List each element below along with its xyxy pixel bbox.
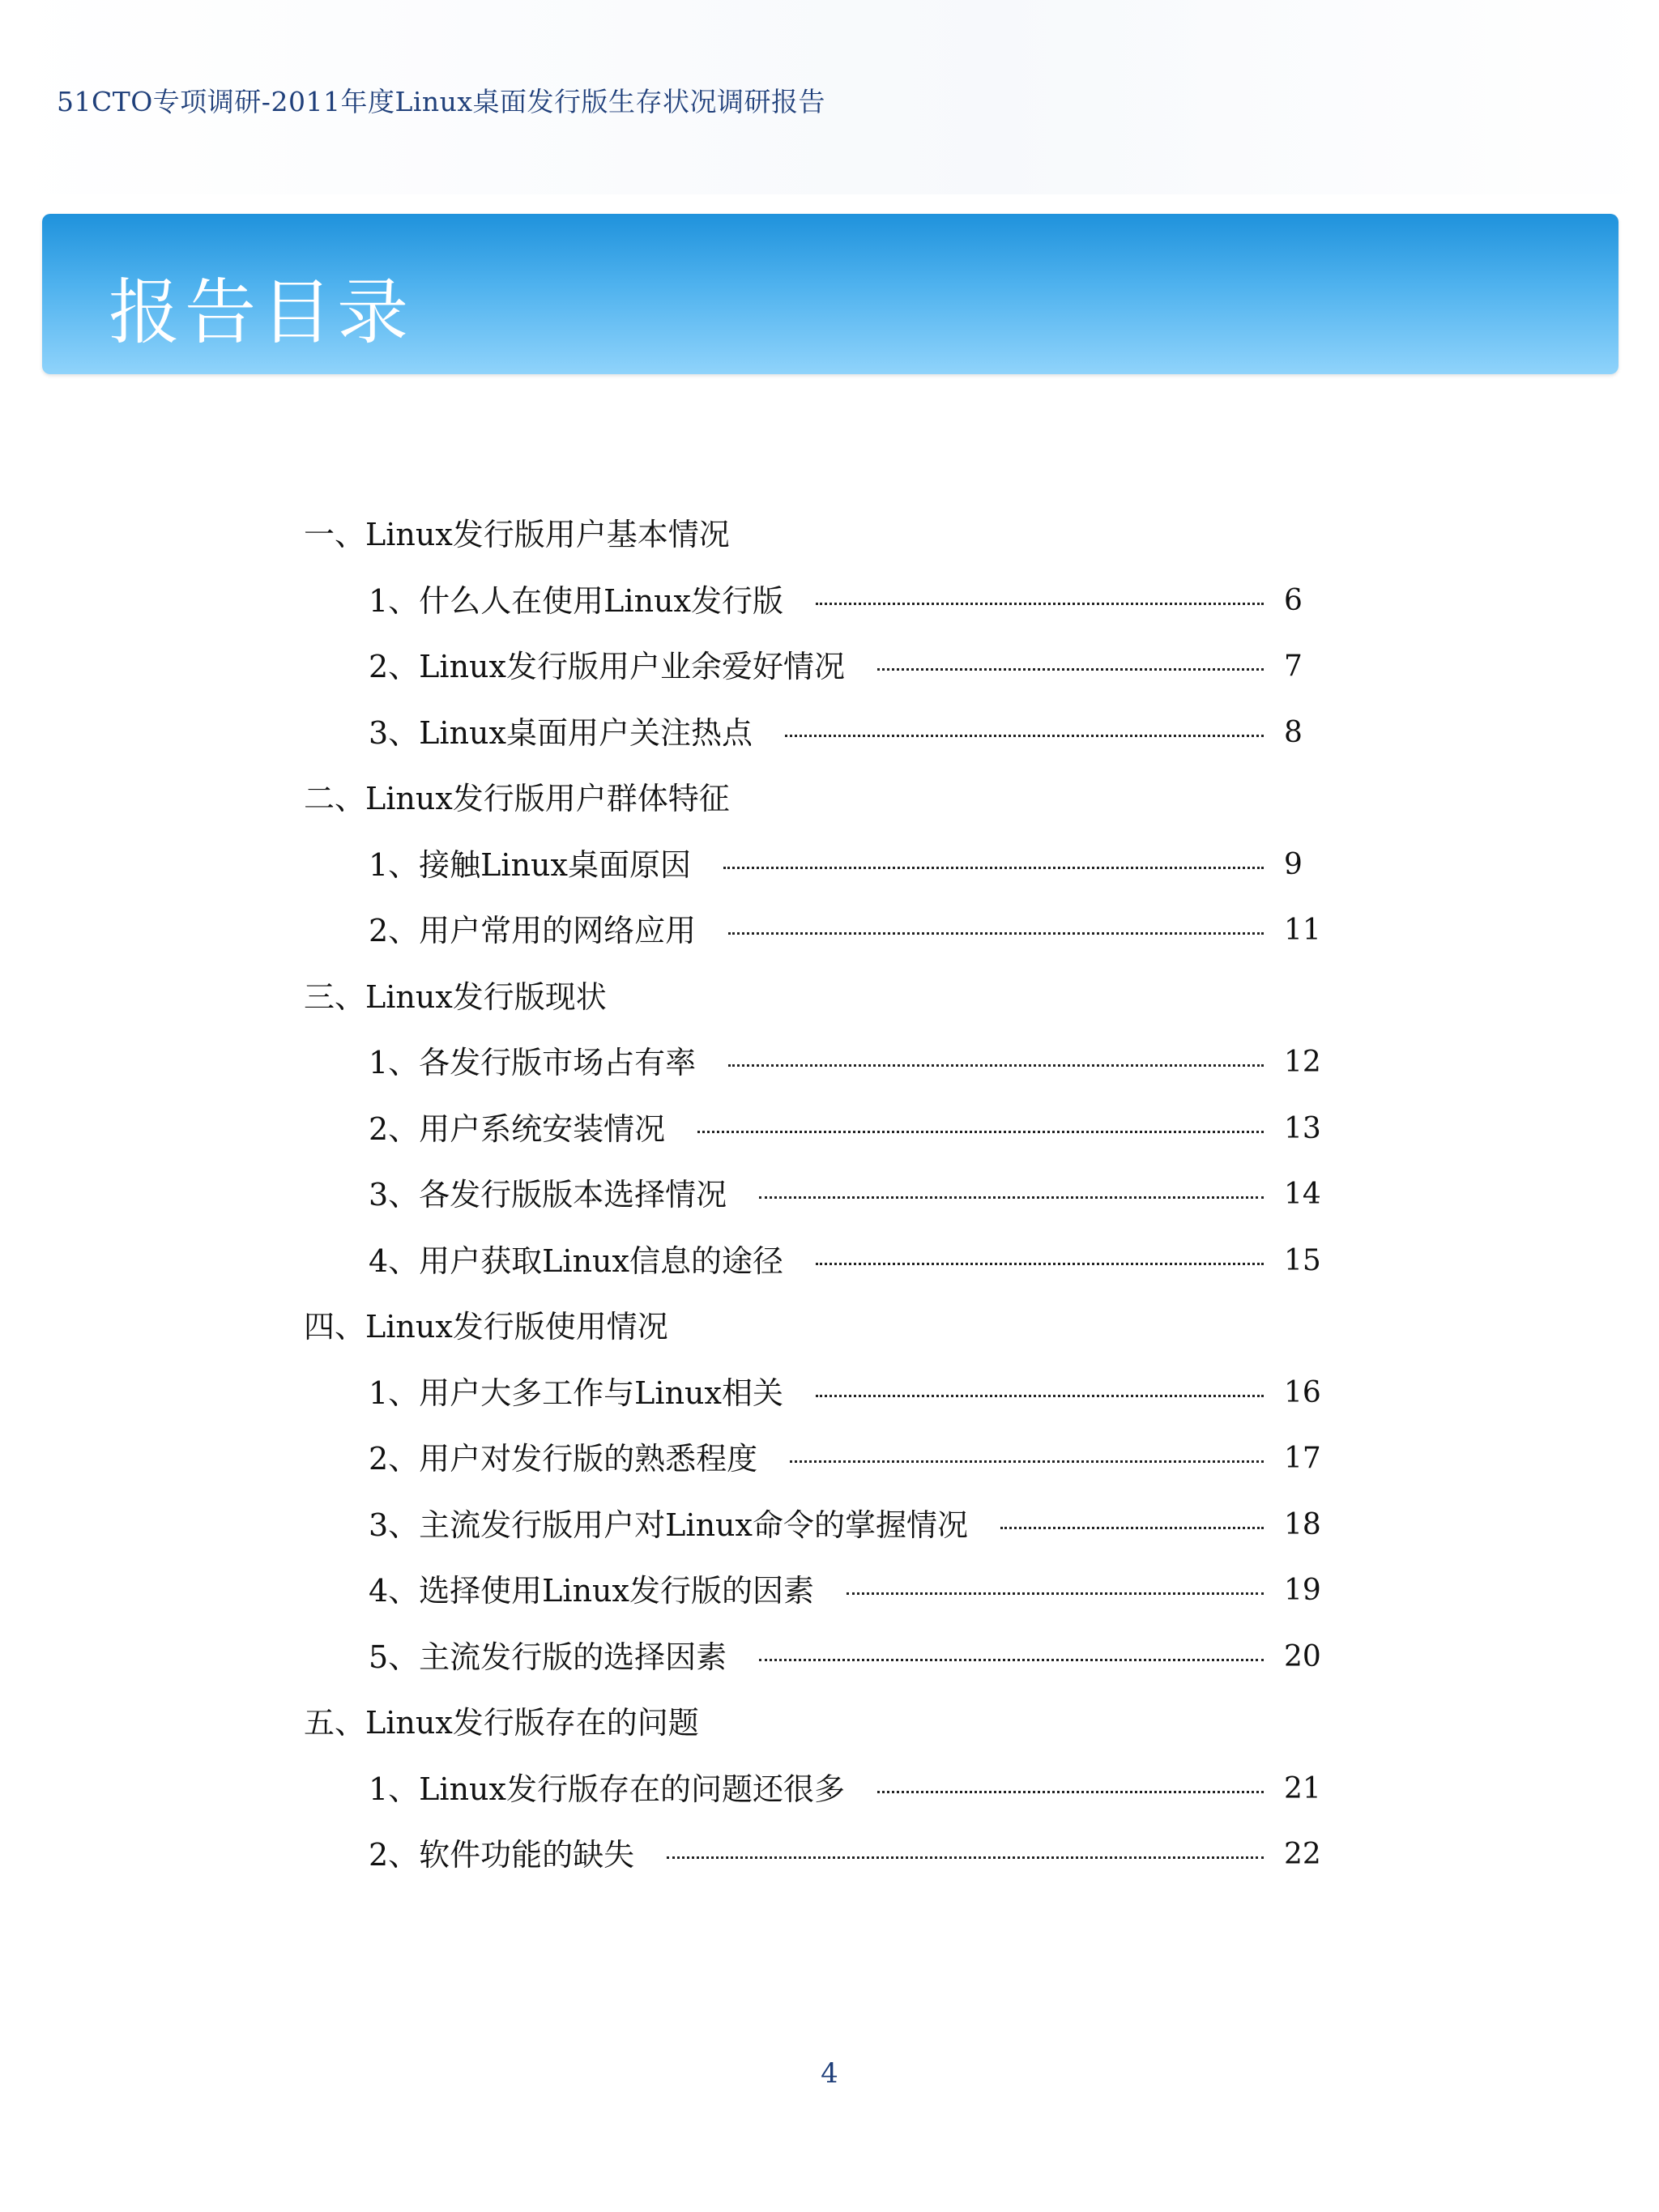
toc-section[interactable] [304,510,730,559]
toc-entry[interactable] [369,1831,1324,1879]
running-header-title: 51CTO专项调研-2011年度Linux桌面发行版生存状况调研报告 [57,86,826,117]
toc-entry-label: 2、Linux发行版用户业余爱好情况 [369,649,845,684]
page-number: 4 [821,2057,838,2090]
toc-entry[interactable] [369,1434,1324,1483]
toc-entry-page-number: 6 [1284,583,1303,617]
toc-dot-leader [697,1131,1264,1133]
toc-entry-label: 1、接触Linux桌面原因 [369,846,691,883]
toc-entry-page-number: 21 [1284,1771,1321,1805]
toc-entry[interactable] [369,1237,1324,1285]
toc-entry-label: 1、Linux发行版存在的问题还很多 [369,1771,845,1807]
toc-entry-label: 4、选择使用Linux发行版的因素 [369,1573,814,1609]
toc-entry[interactable] [369,1765,1324,1813]
toc-dot-leader [759,1196,1264,1199]
toc-dot-leader [723,867,1264,869]
toc-dot-leader [790,1460,1264,1463]
toc-dot-leader [816,1263,1264,1265]
toc-dot-leader [816,1395,1264,1397]
toc-dot-leader [728,1064,1264,1067]
toc-dot-leader [816,603,1264,605]
toc-entry-page-number: 22 [1284,1838,1321,1871]
toc-entry[interactable] [369,841,1324,889]
toc-dot-leader [728,932,1264,935]
toc-entry-page-number: 13 [1284,1111,1321,1145]
toc-entry[interactable] [369,1369,1324,1417]
toc-section-title: 一、Linux发行版用户基本情况 [304,517,730,552]
toc-entry-label: 3、主流发行版用户对Linux命令的掌握情况 [369,1507,968,1543]
toc-entry-label: 3、各发行版版本选择情况 [369,1177,727,1213]
toc-entry-page-number: 7 [1284,650,1303,683]
toc-dot-leader [785,735,1264,737]
toc-entry-label: 4、用户获取Linux信息的途径 [369,1242,783,1279]
toc-entry-page-number: 15 [1284,1243,1321,1277]
toc-entry-label: 2、用户系统安装情况 [369,1110,666,1147]
toc-entry-page-number: 17 [1284,1442,1321,1475]
toc-section-title: 二、Linux发行版用户群体特征 [304,781,730,816]
toc-entry[interactable] [369,1038,1324,1087]
toc-section[interactable] [304,1698,699,1747]
toc-entry[interactable] [369,1501,1324,1549]
toc-entry[interactable] [369,1170,1324,1219]
toc-dot-leader [667,1856,1264,1859]
toc-entry[interactable] [369,642,1324,691]
toc-dot-leader [877,668,1264,671]
toc-entry[interactable] [369,577,1324,625]
toc-dot-leader [847,1592,1264,1595]
toc-entry-page-number: 11 [1284,914,1321,947]
toc-entry-label: 1、用户大多工作与Linux相关 [369,1375,783,1411]
toc-entry[interactable] [369,1105,1324,1153]
toc-entry-page-number: 12 [1284,1046,1321,1079]
toc-entry-label: 3、Linux桌面用户关注热点 [369,714,753,751]
toc-entry-label: 2、用户对发行版的熟悉程度 [369,1441,758,1477]
toc-dot-leader [1000,1527,1264,1529]
toc-dot-leader [877,1791,1264,1793]
toc-entry-page-number: 18 [1284,1507,1321,1541]
toc-entry-label: 1、什么人在使用Linux发行版 [369,582,783,619]
toc-section[interactable] [304,973,607,1021]
toc-section[interactable] [304,774,730,823]
toc-entry-page-number: 20 [1284,1639,1321,1673]
page-title: 报告目录 [109,271,414,354]
toc-dot-leader [759,1659,1264,1661]
toc-entry-page-number: 8 [1284,715,1303,749]
toc-entry-page-number: 16 [1284,1375,1321,1409]
toc-section[interactable] [304,1302,668,1351]
toc-entry-page-number: 19 [1284,1574,1321,1607]
toc-entry[interactable] [369,709,1324,757]
toc-entry-page-number: 14 [1284,1178,1321,1211]
toc-entry[interactable] [369,1566,1324,1615]
toc-entry-label: 2、用户常用的网络应用 [369,913,697,948]
toc-entry[interactable] [369,1633,1324,1681]
toc-entry-label: 2、软件功能的缺失 [369,1837,635,1873]
toc-section-title: 三、Linux发行版现状 [304,978,607,1015]
toc-section-title: 五、Linux发行版存在的问题 [304,1705,699,1741]
toc-entry[interactable] [369,906,1324,955]
toc-entry-page-number: 9 [1284,847,1303,881]
toc-entry-label: 1、各发行版市场占有率 [369,1045,697,1080]
toc-entry-label: 5、主流发行版的选择因素 [369,1639,727,1675]
toc-section-title: 四、Linux发行版使用情况 [304,1309,668,1345]
